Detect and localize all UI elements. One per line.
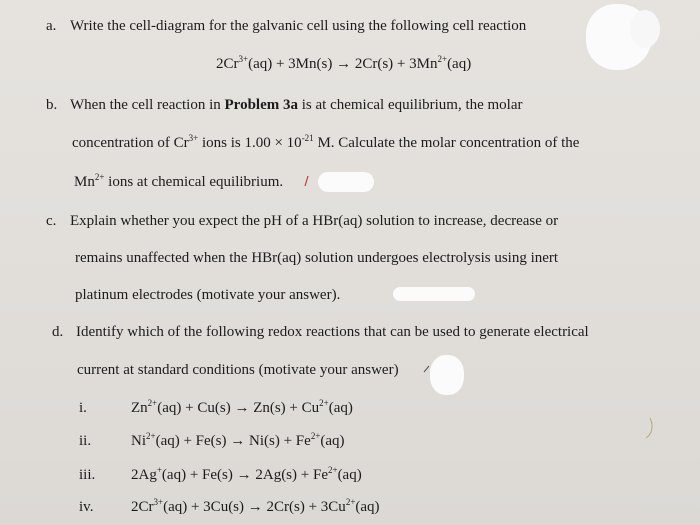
question-b-text: is at chemical equilibrium, the molar — [297, 97, 523, 113]
option-text: (aq) + 3Cu(s) → 2Cr(s) + 3Cu — [163, 499, 346, 515]
option-text: (aq) — [320, 433, 345, 449]
option-text: 2Ag — [131, 467, 157, 483]
red-pen-mark — [305, 176, 308, 186]
reaction-a-part: (aq) + 3Mn(s) → 2Cr(s) + 3Mn — [248, 56, 438, 72]
exponent: -21 — [301, 133, 314, 143]
question-d-text: current at standard conditions (motivate your answer) — [77, 362, 399, 378]
option-text: (aq) — [355, 499, 380, 515]
question-c-label: c. — [46, 213, 57, 229]
ion-charge: 2+ — [310, 431, 321, 441]
problem-reference: Problem 3a — [224, 97, 298, 113]
option-numeral: i. — [79, 400, 87, 416]
option-text: (aq) — [328, 400, 353, 416]
reaction-a-charge: 3+ — [238, 54, 249, 64]
question-c-text: platinum electrodes (motivate your answer). — [75, 287, 341, 303]
question-c-text: remains unaffected when the HBr(aq) solution undergoes electrolysis using inert — [75, 250, 559, 266]
question-a-label: a. — [46, 18, 57, 34]
question-b-text: When the cell reaction in — [70, 97, 225, 113]
question-b-text: M. Calculate the molar concentration of the — [313, 135, 580, 151]
question-b-text: concentration of Cr — [72, 135, 189, 151]
ion-charge: 2+ — [327, 465, 338, 475]
ion-charge: 2+ — [319, 398, 329, 408]
question-c-text: Explain whether you expect the pH of a HBr(aq) solution to increase, decrease or — [70, 213, 559, 229]
pen-mark — [424, 366, 429, 372]
option-text: Zn — [131, 400, 148, 416]
ion-charge: 2+ — [94, 172, 105, 182]
ion-charge: + — [156, 465, 162, 475]
reaction-a-part: (aq) — [447, 56, 472, 72]
question-b-text: ions at chemical equilibrium. — [104, 174, 284, 190]
question-b-label: b. — [46, 97, 58, 113]
ion-charge: 3+ — [188, 133, 199, 143]
option-text: (aq) + Fe(s) → Ni(s) + Fe — [155, 433, 311, 449]
option-numeral: iv. — [79, 499, 94, 515]
reaction-a-part: 2Cr — [216, 56, 239, 72]
question-d-text: Identify which of the following redox reactions that can be used to generate electrical — [76, 324, 589, 340]
option-numeral: ii. — [79, 433, 92, 449]
question-b-text: ions is 1.00 × 10 — [198, 135, 302, 151]
ion-charge: 2+ — [147, 398, 158, 408]
option-text: 2Cr — [131, 499, 154, 515]
ion-charge: 2+ — [345, 497, 356, 507]
question-b-text: Mn — [74, 174, 95, 190]
ion-charge: 3+ — [153, 497, 164, 507]
reaction-a-charge: 2+ — [437, 54, 448, 64]
option-text: (aq) + Fe(s) → 2Ag(s) + Fe — [161, 467, 328, 483]
option-numeral: iii. — [79, 467, 96, 483]
question-d-label: d. — [52, 324, 64, 340]
option-text: (aq) + Cu(s) → Zn(s) + Cu — [157, 400, 320, 416]
ion-charge: 2+ — [146, 431, 156, 441]
faint-pen-mark — [646, 418, 652, 438]
option-text: Ni — [131, 433, 146, 449]
question-a-text: Write the cell-diagram for the galvanic cell using the following cell reaction — [70, 18, 527, 34]
option-text: (aq) — [337, 467, 362, 483]
